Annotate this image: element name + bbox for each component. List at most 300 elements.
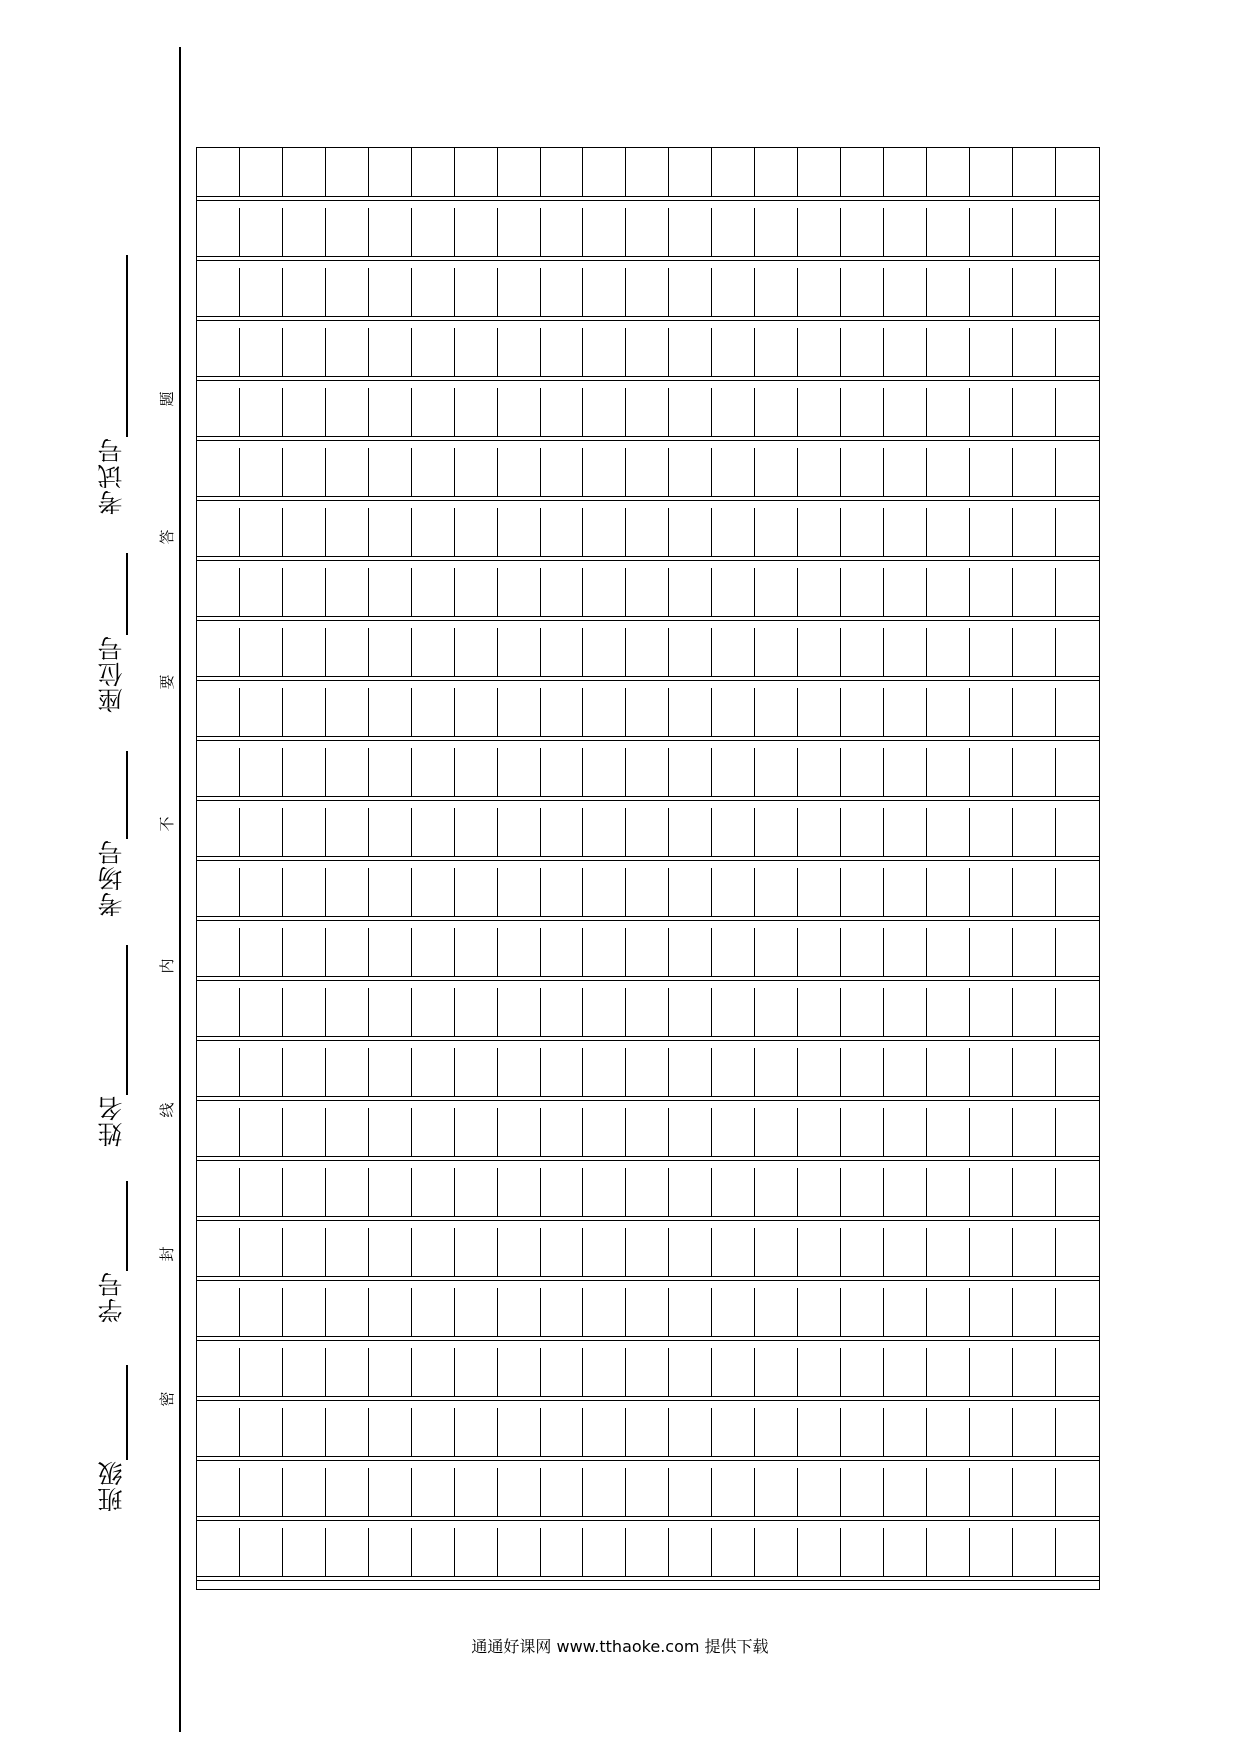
grid-cell[interactable]	[541, 928, 584, 976]
grid-cell[interactable]	[541, 1108, 584, 1156]
grid-cell[interactable]	[283, 1348, 326, 1396]
grid-cell[interactable]	[197, 508, 240, 556]
grid-cell[interactable]	[541, 628, 584, 676]
grid-cell[interactable]	[326, 1408, 369, 1456]
grid-cell[interactable]	[970, 508, 1013, 556]
grid-cell[interactable]	[1013, 988, 1056, 1036]
grid-cell[interactable]	[583, 508, 626, 556]
grid-cell[interactable]	[884, 508, 927, 556]
grid-cell[interactable]	[970, 688, 1013, 736]
grid-cell[interactable]	[755, 988, 798, 1036]
grid-cell[interactable]	[369, 268, 412, 316]
grid-cell[interactable]	[583, 868, 626, 916]
grid-cell[interactable]	[455, 1408, 498, 1456]
grid-cell[interactable]	[240, 1288, 283, 1336]
grid-cell[interactable]	[326, 748, 369, 796]
grid-cell[interactable]	[541, 1228, 584, 1276]
grid-cell[interactable]	[755, 1288, 798, 1336]
grid-cell[interactable]	[283, 268, 326, 316]
grid-cell[interactable]	[755, 268, 798, 316]
grid-cell[interactable]	[798, 508, 841, 556]
room-number-field[interactable]	[88, 751, 136, 917]
grid-cell[interactable]	[755, 628, 798, 676]
grid-cell[interactable]	[884, 1468, 927, 1516]
grid-cell[interactable]	[1056, 1348, 1099, 1396]
grid-cell[interactable]	[1056, 328, 1099, 376]
grid-cell[interactable]	[541, 808, 584, 856]
grid-cell[interactable]	[1056, 868, 1099, 916]
grid-cell[interactable]	[369, 1468, 412, 1516]
grid-cell[interactable]	[669, 688, 712, 736]
grid-cell[interactable]	[884, 1168, 927, 1216]
grid-cell[interactable]	[541, 208, 584, 256]
grid-cell[interactable]	[755, 388, 798, 436]
grid-cell[interactable]	[369, 748, 412, 796]
grid-cell[interactable]	[841, 1468, 884, 1516]
grid-cell[interactable]	[369, 928, 412, 976]
grid-cell[interactable]	[884, 268, 927, 316]
grid-cell[interactable]	[283, 1048, 326, 1096]
grid-cell[interactable]	[1056, 1108, 1099, 1156]
grid-cell[interactable]	[884, 928, 927, 976]
grid-cell[interactable]	[755, 1468, 798, 1516]
grid-cell[interactable]	[197, 628, 240, 676]
grid-cell[interactable]	[240, 628, 283, 676]
grid-cell[interactable]	[1013, 448, 1056, 496]
grid-cell[interactable]	[412, 748, 455, 796]
grid-cell[interactable]	[498, 508, 541, 556]
name-field[interactable]	[88, 945, 136, 1147]
grid-cell[interactable]	[927, 868, 970, 916]
grid-cell[interactable]	[669, 328, 712, 376]
grid-cell[interactable]	[1013, 1468, 1056, 1516]
grid-cell[interactable]	[841, 328, 884, 376]
grid-cell[interactable]	[626, 508, 669, 556]
grid-cell[interactable]	[755, 808, 798, 856]
grid-cell[interactable]	[583, 448, 626, 496]
grid-cell[interactable]	[626, 1108, 669, 1156]
grid-cell[interactable]	[326, 688, 369, 736]
grid-cell[interactable]	[583, 1168, 626, 1216]
grid-cell[interactable]	[970, 388, 1013, 436]
grid-cell[interactable]	[455, 1468, 498, 1516]
grid-cell[interactable]	[841, 448, 884, 496]
grid-cell[interactable]	[541, 988, 584, 1036]
grid-cell[interactable]	[970, 1468, 1013, 1516]
grid-cell[interactable]	[326, 388, 369, 436]
grid-cell[interactable]	[626, 1468, 669, 1516]
grid-cell[interactable]	[197, 1288, 240, 1336]
grid-cell[interactable]	[326, 628, 369, 676]
grid-cell[interactable]	[412, 1228, 455, 1276]
grid-cell[interactable]	[884, 628, 927, 676]
grid-cell[interactable]	[283, 568, 326, 616]
grid-cell[interactable]	[884, 1108, 927, 1156]
grid-cell[interactable]	[240, 868, 283, 916]
grid-cell[interactable]	[884, 748, 927, 796]
grid-cell[interactable]	[970, 448, 1013, 496]
grid-cell[interactable]	[283, 988, 326, 1036]
grid-cell[interactable]	[927, 1408, 970, 1456]
grid-cell[interactable]	[884, 688, 927, 736]
grid-cell[interactable]	[498, 688, 541, 736]
grid-cell[interactable]	[841, 568, 884, 616]
grid-cell[interactable]	[927, 1108, 970, 1156]
grid-cell[interactable]	[541, 1168, 584, 1216]
grid-cell[interactable]	[240, 448, 283, 496]
grid-cell[interactable]	[412, 628, 455, 676]
grid-cell[interactable]	[369, 988, 412, 1036]
grid-cell[interactable]	[884, 1228, 927, 1276]
grid-cell[interactable]	[970, 928, 1013, 976]
grid-cell[interactable]	[283, 1168, 326, 1216]
grid-cell[interactable]	[970, 748, 1013, 796]
grid-cell[interactable]	[369, 1108, 412, 1156]
grid-cell[interactable]	[927, 1528, 970, 1576]
grid-cell[interactable]	[326, 1528, 369, 1576]
grid-cell[interactable]	[412, 1108, 455, 1156]
grid-cell[interactable]	[798, 1288, 841, 1336]
grid-cell[interactable]	[197, 1348, 240, 1396]
grid-cell[interactable]	[712, 1408, 755, 1456]
grid-cell[interactable]	[1013, 1108, 1056, 1156]
grid-cell[interactable]	[455, 148, 498, 196]
grid-cell[interactable]	[197, 928, 240, 976]
grid-cell[interactable]	[369, 328, 412, 376]
grid-cell[interactable]	[455, 1048, 498, 1096]
grid-cell[interactable]	[927, 808, 970, 856]
grid-cell[interactable]	[626, 928, 669, 976]
grid-cell[interactable]	[841, 1288, 884, 1336]
grid-cell[interactable]	[412, 1468, 455, 1516]
grid-cell[interactable]	[326, 1348, 369, 1396]
grid-cell[interactable]	[498, 1108, 541, 1156]
grid-cell[interactable]	[455, 748, 498, 796]
grid-cell[interactable]	[841, 808, 884, 856]
grid-cell[interactable]	[369, 688, 412, 736]
grid-cell[interactable]	[455, 1288, 498, 1336]
grid-cell[interactable]	[841, 388, 884, 436]
grid-cell[interactable]	[1013, 1348, 1056, 1396]
grid-cell[interactable]	[412, 868, 455, 916]
grid-cell[interactable]	[970, 808, 1013, 856]
grid-cell[interactable]	[841, 1048, 884, 1096]
grid-cell[interactable]	[755, 1348, 798, 1396]
grid-cell[interactable]	[927, 1228, 970, 1276]
grid-cell[interactable]	[669, 208, 712, 256]
grid-cell[interactable]	[798, 388, 841, 436]
grid-cell[interactable]	[498, 748, 541, 796]
grid-cell[interactable]	[798, 1228, 841, 1276]
grid-cell[interactable]	[927, 928, 970, 976]
grid-cell[interactable]	[369, 508, 412, 556]
exam-number-blank[interactable]	[126, 255, 128, 437]
grid-cell[interactable]	[712, 268, 755, 316]
grid-cell[interactable]	[240, 1348, 283, 1396]
grid-cell[interactable]	[1013, 868, 1056, 916]
grid-cell[interactable]	[1056, 208, 1099, 256]
grid-cell[interactable]	[498, 1408, 541, 1456]
grid-cell[interactable]	[798, 208, 841, 256]
grid-cell[interactable]	[841, 508, 884, 556]
grid-cell[interactable]	[412, 988, 455, 1036]
grid-cell[interactable]	[798, 808, 841, 856]
grid-cell[interactable]	[626, 268, 669, 316]
grid-cell[interactable]	[626, 1228, 669, 1276]
grid-cell[interactable]	[798, 328, 841, 376]
grid-cell[interactable]	[455, 388, 498, 436]
grid-cell[interactable]	[583, 928, 626, 976]
grid-cell[interactable]	[197, 748, 240, 796]
grid-cell[interactable]	[240, 1528, 283, 1576]
grid-cell[interactable]	[326, 928, 369, 976]
grid-cell[interactable]	[541, 388, 584, 436]
grid-cell[interactable]	[1013, 568, 1056, 616]
grid-cell[interactable]	[884, 148, 927, 196]
grid-cell[interactable]	[455, 568, 498, 616]
grid-cell[interactable]	[927, 1048, 970, 1096]
grid-cell[interactable]	[412, 688, 455, 736]
grid-cell[interactable]	[1056, 1408, 1099, 1456]
grid-cell[interactable]	[541, 1048, 584, 1096]
grid-cell[interactable]	[626, 808, 669, 856]
grid-cell[interactable]	[970, 1528, 1013, 1576]
grid-cell[interactable]	[927, 268, 970, 316]
grid-cell[interactable]	[884, 1528, 927, 1576]
grid-cell[interactable]	[412, 1348, 455, 1396]
grid-cell[interactable]	[583, 1468, 626, 1516]
grid-cell[interactable]	[197, 988, 240, 1036]
grid-cell[interactable]	[283, 808, 326, 856]
grid-cell[interactable]	[369, 1048, 412, 1096]
grid-cell[interactable]	[197, 328, 240, 376]
grid-cell[interactable]	[712, 1288, 755, 1336]
grid-cell[interactable]	[283, 688, 326, 736]
room-number-blank[interactable]	[126, 751, 128, 839]
grid-cell[interactable]	[412, 568, 455, 616]
grid-cell[interactable]	[1056, 1528, 1099, 1576]
grid-cell[interactable]	[240, 328, 283, 376]
grid-cell[interactable]	[1056, 688, 1099, 736]
grid-cell[interactable]	[1013, 1168, 1056, 1216]
grid-cell[interactable]	[970, 868, 1013, 916]
grid-cell[interactable]	[841, 688, 884, 736]
grid-cell[interactable]	[1013, 748, 1056, 796]
grid-cell[interactable]	[669, 448, 712, 496]
grid-cell[interactable]	[369, 1228, 412, 1276]
grid-cell[interactable]	[970, 328, 1013, 376]
grid-cell[interactable]	[1013, 148, 1056, 196]
exam-number-field[interactable]	[88, 255, 136, 515]
grid-cell[interactable]	[755, 148, 798, 196]
grid-cell[interactable]	[326, 568, 369, 616]
grid-cell[interactable]	[1013, 808, 1056, 856]
grid-cell[interactable]	[1013, 208, 1056, 256]
grid-cell[interactable]	[884, 1348, 927, 1396]
grid-cell[interactable]	[755, 928, 798, 976]
grid-cell[interactable]	[326, 448, 369, 496]
grid-cell[interactable]	[283, 1288, 326, 1336]
grid-cell[interactable]	[412, 808, 455, 856]
grid-cell[interactable]	[240, 808, 283, 856]
grid-cell[interactable]	[541, 148, 584, 196]
grid-cell[interactable]	[669, 628, 712, 676]
grid-cell[interactable]	[927, 628, 970, 676]
grid-cell[interactable]	[326, 1048, 369, 1096]
grid-cell[interactable]	[1013, 328, 1056, 376]
grid-cell[interactable]	[326, 1468, 369, 1516]
grid-cell[interactable]	[927, 1468, 970, 1516]
grid-cell[interactable]	[498, 1168, 541, 1216]
grid-cell[interactable]	[197, 268, 240, 316]
grid-cell[interactable]	[583, 1108, 626, 1156]
grid-cell[interactable]	[326, 988, 369, 1036]
grid-cell[interactable]	[498, 628, 541, 676]
grid-cell[interactable]	[240, 928, 283, 976]
grid-cell[interactable]	[498, 448, 541, 496]
grid-cell[interactable]	[455, 508, 498, 556]
grid-cell[interactable]	[240, 988, 283, 1036]
grid-cell[interactable]	[1056, 448, 1099, 496]
grid-cell[interactable]	[712, 1348, 755, 1396]
grid-cell[interactable]	[283, 1468, 326, 1516]
grid-cell[interactable]	[669, 1288, 712, 1336]
grid-cell[interactable]	[369, 568, 412, 616]
grid-cell[interactable]	[283, 628, 326, 676]
grid-cell[interactable]	[283, 1108, 326, 1156]
grid-cell[interactable]	[1013, 688, 1056, 736]
grid-cell[interactable]	[927, 148, 970, 196]
grid-cell[interactable]	[326, 1228, 369, 1276]
grid-cell[interactable]	[712, 508, 755, 556]
grid-cell[interactable]	[1013, 268, 1056, 316]
grid-cell[interactable]	[798, 688, 841, 736]
grid-cell[interactable]	[326, 268, 369, 316]
grid-cell[interactable]	[1013, 508, 1056, 556]
grid-cell[interactable]	[755, 1528, 798, 1576]
grid-cell[interactable]	[970, 1108, 1013, 1156]
seat-number-blank[interactable]	[126, 553, 128, 635]
grid-cell[interactable]	[712, 388, 755, 436]
grid-cell[interactable]	[498, 568, 541, 616]
grid-cell[interactable]	[884, 808, 927, 856]
grid-cell[interactable]	[583, 568, 626, 616]
grid-cell[interactable]	[541, 688, 584, 736]
grid-cell[interactable]	[541, 868, 584, 916]
grid-cell[interactable]	[841, 148, 884, 196]
grid-cell[interactable]	[1056, 808, 1099, 856]
grid-cell[interactable]	[197, 1468, 240, 1516]
grid-cell[interactable]	[712, 688, 755, 736]
student-id-field[interactable]	[88, 1181, 136, 1323]
grid-cell[interactable]	[498, 1348, 541, 1396]
grid-cell[interactable]	[498, 1048, 541, 1096]
grid-cell[interactable]	[712, 868, 755, 916]
grid-cell[interactable]	[669, 1348, 712, 1396]
grid-cell[interactable]	[798, 1468, 841, 1516]
grid-cell[interactable]	[884, 868, 927, 916]
grid-cell[interactable]	[927, 1288, 970, 1336]
grid-cell[interactable]	[197, 388, 240, 436]
grid-cell[interactable]	[712, 448, 755, 496]
grid-cell[interactable]	[798, 1048, 841, 1096]
grid-cell[interactable]	[669, 1228, 712, 1276]
grid-cell[interactable]	[970, 1408, 1013, 1456]
grid-cell[interactable]	[798, 1348, 841, 1396]
grid-cell[interactable]	[283, 208, 326, 256]
grid-cell[interactable]	[884, 988, 927, 1036]
grid-cell[interactable]	[626, 1168, 669, 1216]
grid-cell[interactable]	[712, 568, 755, 616]
grid-cell[interactable]	[927, 448, 970, 496]
grid-cell[interactable]	[970, 988, 1013, 1036]
class-blank[interactable]	[126, 1365, 128, 1460]
grid-cell[interactable]	[541, 1528, 584, 1576]
grid-cell[interactable]	[197, 1108, 240, 1156]
grid-cell[interactable]	[240, 1108, 283, 1156]
grid-cell[interactable]	[283, 1228, 326, 1276]
name-blank[interactable]	[126, 945, 128, 1095]
grid-cell[interactable]	[412, 1408, 455, 1456]
grid-cell[interactable]	[841, 928, 884, 976]
grid-cell[interactable]	[1013, 928, 1056, 976]
grid-cell[interactable]	[970, 1288, 1013, 1336]
grid-cell[interactable]	[927, 688, 970, 736]
grid-cell[interactable]	[712, 1228, 755, 1276]
grid-cell[interactable]	[669, 1408, 712, 1456]
grid-cell[interactable]	[712, 628, 755, 676]
grid-cell[interactable]	[669, 1108, 712, 1156]
grid-cell[interactable]	[412, 1048, 455, 1096]
grid-cell[interactable]	[669, 748, 712, 796]
grid-cell[interactable]	[669, 868, 712, 916]
grid-cell[interactable]	[326, 1288, 369, 1336]
grid-cell[interactable]	[841, 1528, 884, 1576]
grid-cell[interactable]	[283, 748, 326, 796]
grid-cell[interactable]	[283, 1408, 326, 1456]
grid-cell[interactable]	[498, 1528, 541, 1576]
grid-cell[interactable]	[669, 1528, 712, 1576]
grid-cell[interactable]	[1013, 628, 1056, 676]
grid-cell[interactable]	[583, 328, 626, 376]
grid-cell[interactable]	[498, 1288, 541, 1336]
grid-cell[interactable]	[626, 1288, 669, 1336]
grid-cell[interactable]	[283, 508, 326, 556]
grid-cell[interactable]	[455, 448, 498, 496]
grid-cell[interactable]	[798, 988, 841, 1036]
grid-cell[interactable]	[197, 448, 240, 496]
grid-cell[interactable]	[755, 688, 798, 736]
grid-cell[interactable]	[798, 868, 841, 916]
grid-cell[interactable]	[412, 208, 455, 256]
grid-cell[interactable]	[1013, 388, 1056, 436]
grid-cell[interactable]	[197, 208, 240, 256]
grid-cell[interactable]	[455, 1168, 498, 1216]
grid-cell[interactable]	[455, 928, 498, 976]
grid-cell[interactable]	[1013, 1048, 1056, 1096]
grid-cell[interactable]	[455, 208, 498, 256]
grid-cell[interactable]	[412, 448, 455, 496]
grid-cell[interactable]	[970, 568, 1013, 616]
grid-cell[interactable]	[927, 988, 970, 1036]
grid-cell[interactable]	[240, 1168, 283, 1216]
grid-cell[interactable]	[583, 1528, 626, 1576]
grid-cell[interactable]	[1056, 1048, 1099, 1096]
grid-cell[interactable]	[626, 688, 669, 736]
grid-cell[interactable]	[626, 868, 669, 916]
seat-number-field[interactable]	[88, 553, 136, 713]
grid-cell[interactable]	[283, 868, 326, 916]
